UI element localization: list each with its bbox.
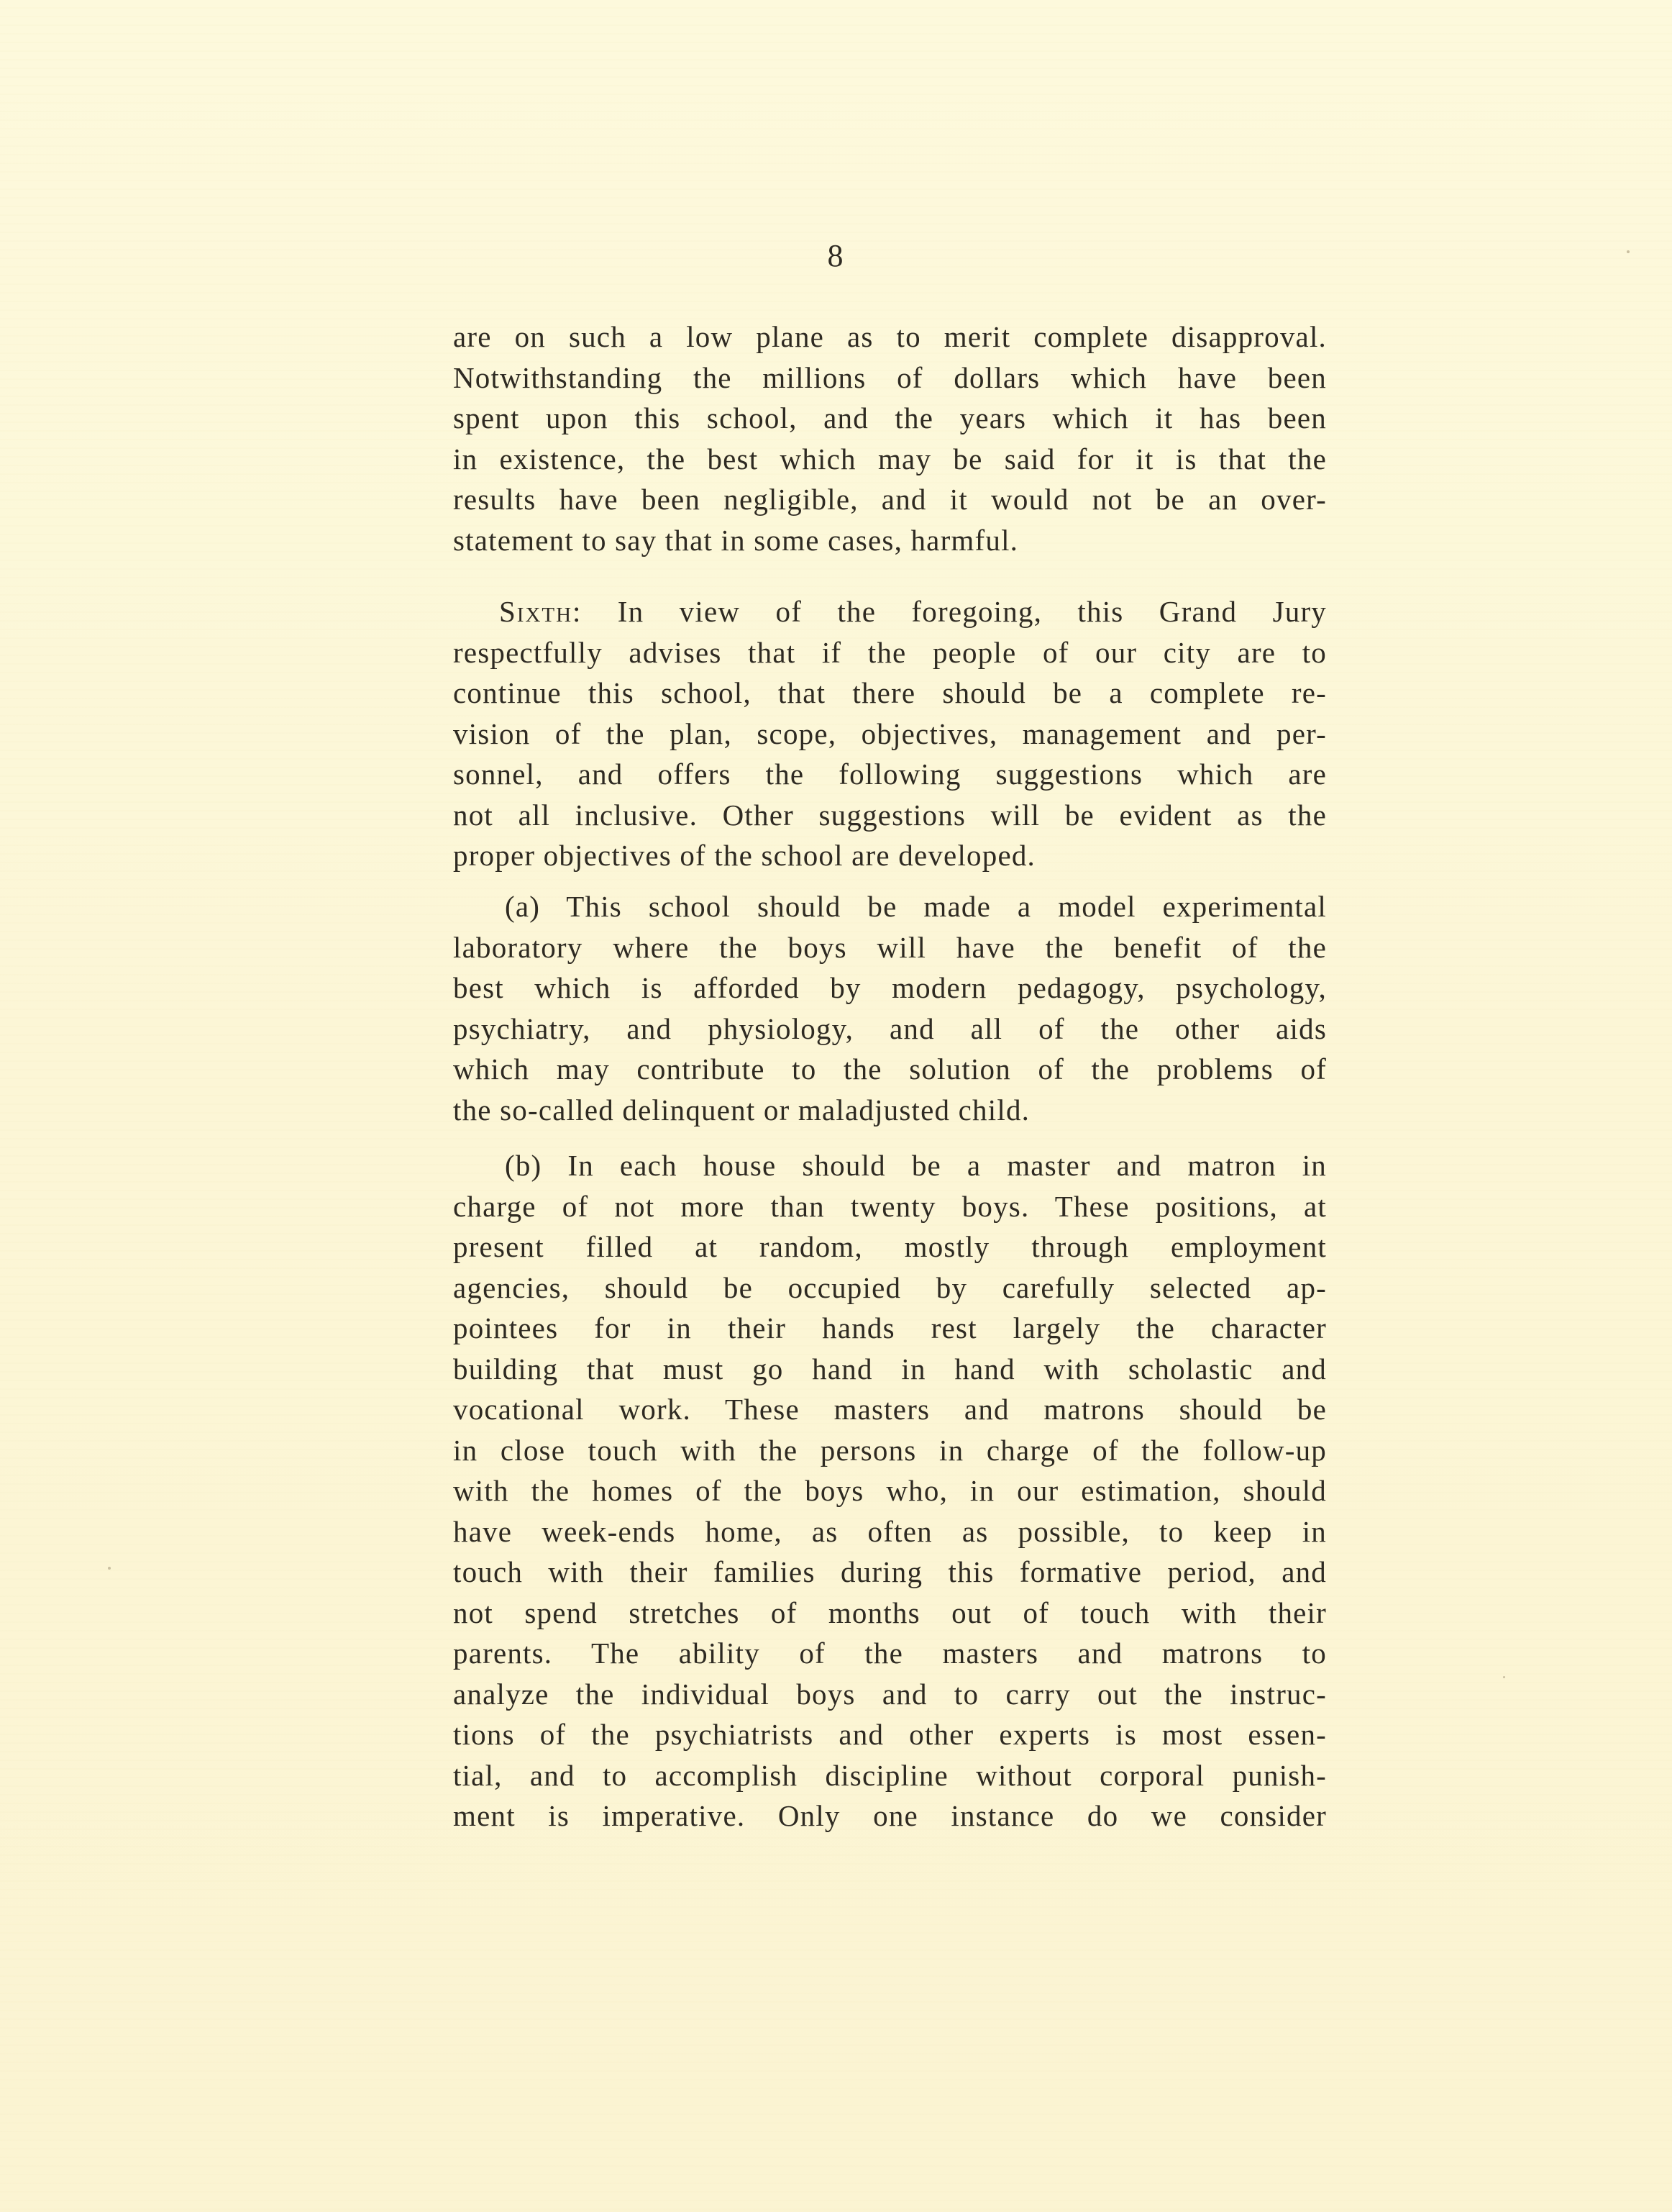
paragraph-b [453, 1145, 1327, 1836]
text-line: present filled at random, mostly through employment [453, 1230, 1327, 1263]
text-line: in existence, the best which may be said for it is that the [453, 442, 1327, 475]
paragraph-a [453, 886, 1327, 1130]
text-line: analyze the individual boys and to carry out the instruc- [453, 1677, 1327, 1711]
paper-speck [108, 1567, 111, 1570]
text-line: tions of the psychiatrists and other experts is most essen- [453, 1718, 1327, 1751]
text-line: psychiatry, and physiology, and all of the other aids [453, 1011, 1327, 1045]
text-line: parents. The ability of the masters and matrons to [453, 1637, 1327, 1670]
paragraph-sixth [453, 591, 1327, 876]
text-line: proper objectives of the school are developed. [453, 839, 1036, 872]
text-line: Notwithstanding the millions of dollars which have been [453, 360, 1327, 394]
text-line: results have been negligible, and it would not be an over- [453, 483, 1327, 516]
text-line: spent upon this school, and the years which it has been [453, 401, 1327, 434]
text-line: tial, and to accomplish discipline without corporal punish- [453, 1758, 1327, 1792]
text-line: sonnel, and offers the following suggestions which are [453, 757, 1327, 791]
text-line [453, 591, 1327, 632]
text-line: in close touch with the persons in charge of the follow-up [453, 1433, 1327, 1467]
text-line: with the homes of the boys who, in our estimation, should [453, 1474, 1327, 1507]
text-line: agencies, should be occupied by carefully selected ap- [453, 1270, 1327, 1304]
text-line: charge of not more than twenty boys. These positions, at [453, 1189, 1327, 1223]
text-line: respectfully advises that if the people of our city are to [453, 635, 1327, 669]
text-line: continue this school, that there should be a complete re- [453, 676, 1327, 709]
text-line: vision of the plan, scope, objectives, management and per- [453, 716, 1327, 750]
text-line: not all inclusive. Other suggestions will be evident as the [453, 798, 1327, 832]
paragraph-continuation [453, 317, 1327, 560]
text-line: are on such a low plane as to merit complete disapproval. [453, 320, 1327, 353]
text-line: pointees for in their hands rest largely the character [453, 1311, 1327, 1344]
text-line: the so-called delinquent or maladjusted child. [453, 1093, 1031, 1127]
text-line: (a) This school should be made a model experimental [505, 890, 1327, 923]
paper-speck [1627, 250, 1630, 253]
text-line: (b) In each house should be a master and matron in [505, 1149, 1327, 1182]
text-run: In view of the foregoing, this Grand Jury [617, 595, 1327, 628]
text-line: vocational work. These masters and matrons should be [453, 1393, 1327, 1426]
text-line: have week-ends home, as often as possible, to keep in [453, 1514, 1327, 1548]
text-line: laboratory where the boys will have the benefit of the [453, 930, 1327, 964]
text-line: not spend stretches of months out of touch with their [453, 1596, 1327, 1629]
page-number: 8 [827, 238, 845, 273]
text-line: building that must go hand in hand with scholastic and [453, 1352, 1327, 1385]
text-line: ment is imperative. Only one instance do we consider [453, 1799, 1327, 1832]
paper-speck [1503, 1676, 1505, 1678]
text-line: touch with their families during this formative period, and [453, 1555, 1327, 1588]
section-lead: Sixth: [499, 595, 583, 628]
text-line: which may contribute to the solution of the problems of [453, 1052, 1327, 1085]
text-line: best which is afforded by modern pedagogy, psychology, [453, 971, 1327, 1004]
text-line: statement to say that in some cases, harmful. [453, 523, 1019, 557]
